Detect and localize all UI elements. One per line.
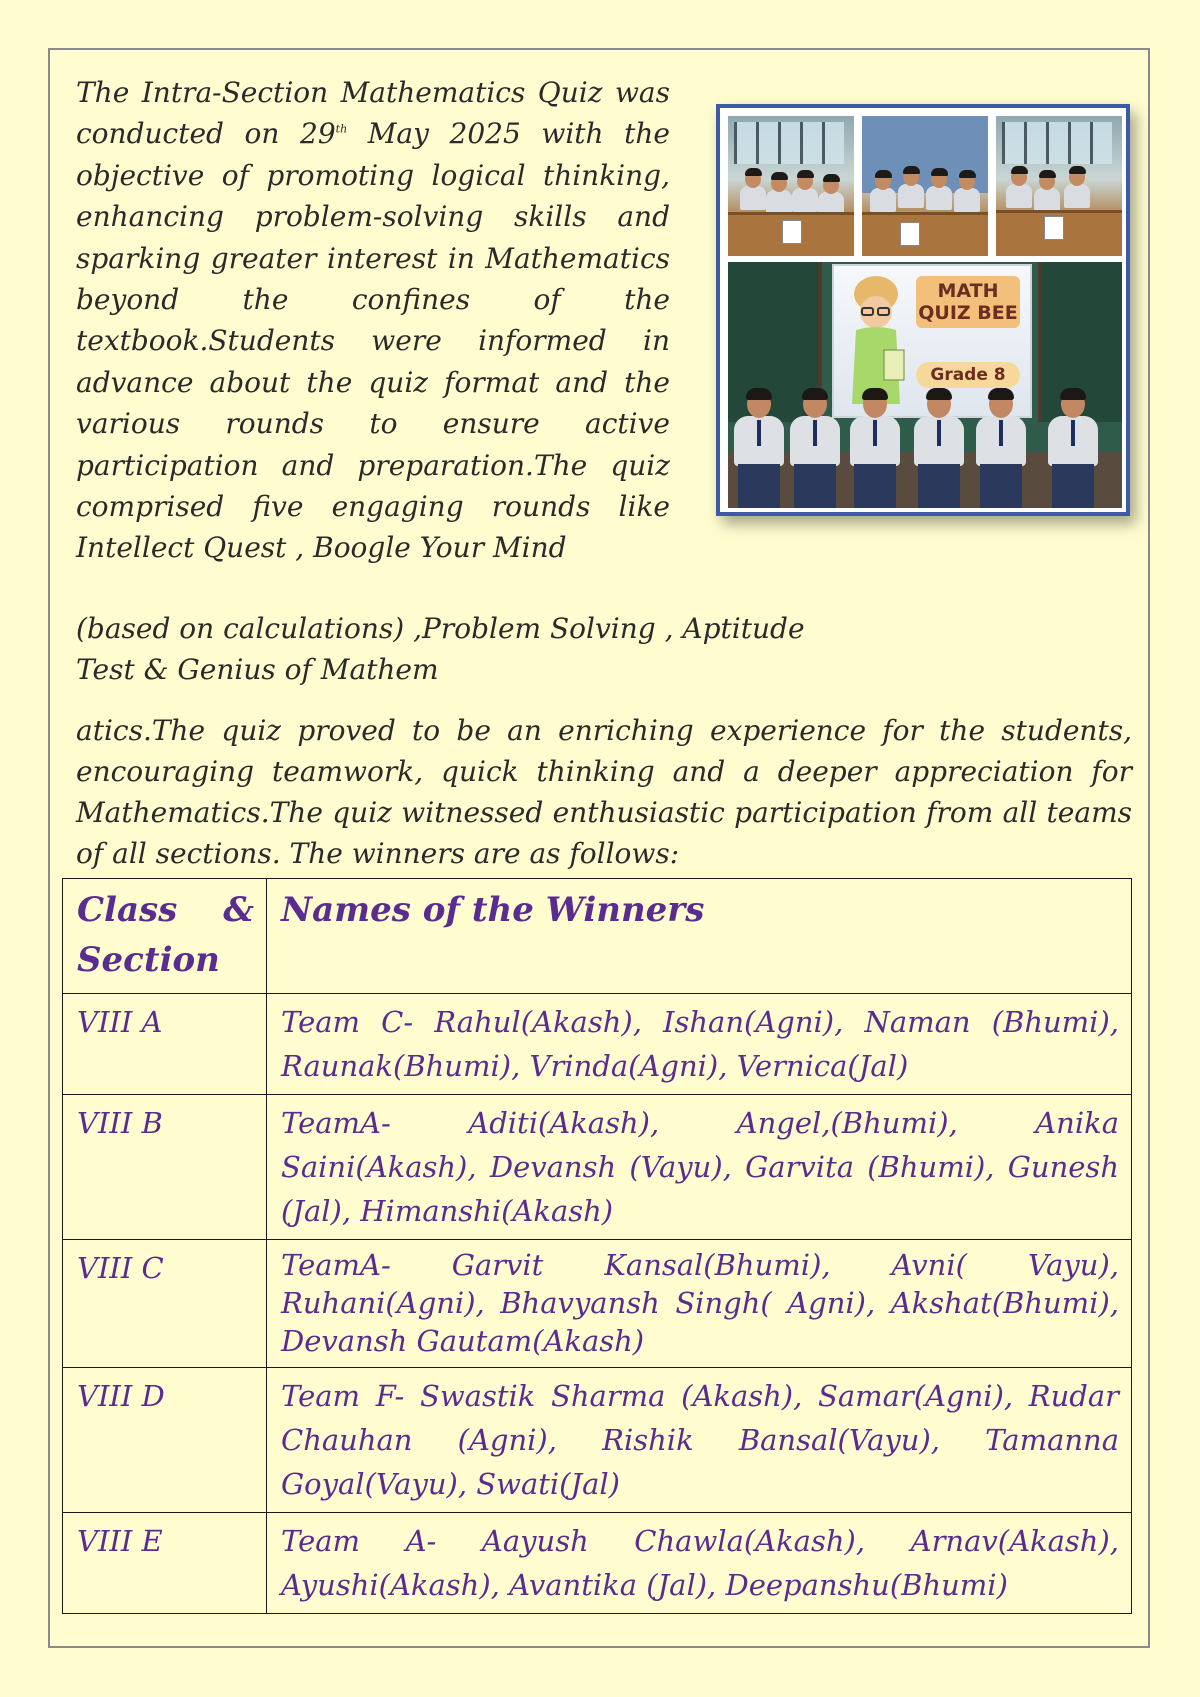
header-class-section: [63, 879, 267, 994]
section-cell: VIII C: [63, 1240, 267, 1368]
section-cell: VIII E: [63, 1513, 267, 1614]
screen-title-line-2: QUIZ BEE: [918, 302, 1018, 324]
table-row: [63, 1513, 1132, 1614]
photo-collage: [716, 104, 1130, 516]
intro-line-a: (based on calculations) ,Problem Solving , Aptitude: [76, 612, 805, 645]
intro-text-2: May 2025 with the objective of promoting logical thinking, enhancing problem-solving skills and sparking greater interest in Mathematics beyond the confines of the textbook.Students were informed in advance about the quiz format and the various rounds to ensure active participation and preparation.The quiz comprised five engaging rounds like Intellect Quest , Boogle Your Mind: [76, 117, 671, 565]
intro-line-b: Test & Genius of Mathem: [76, 653, 439, 687]
header-winner-names: Names of the Winners: [267, 879, 1132, 994]
table-header-row: [63, 879, 1132, 994]
section-cell: VIII B: [63, 1095, 267, 1240]
classroom-photo-2: [862, 116, 988, 256]
winners-cell: Team C- Rahul(Akash), Ishan(Agni), Naman (Bhumi), Raunak(Bhumi), Vrinda(Agni), Vernica(Jal): [267, 994, 1132, 1095]
section-cell: VIII A: [63, 994, 267, 1095]
winners-table: [62, 878, 1132, 1614]
classroom-photo-3: [996, 116, 1122, 256]
section-cell: VIII D: [63, 1368, 267, 1513]
table-row: [63, 1240, 1132, 1368]
classroom-photo-1: [728, 116, 854, 256]
body-paragraph: atics.The quiz proved to be an enriching experience for the students, encouraging teamwork, quick thinking and a deeper appreciation for Mathematics.The quiz witnessed enthusiastic participation from all teams of all sections. The winners are as follows:: [76, 714, 1132, 870]
winners-cell: TeamA- Aditi(Akash), Angel,(Bhumi), Anika Saini(Akash), Devansh (Vayu), Garvita (Bhumi), Gunesh (Jal), Himanshi(Akash): [267, 1095, 1132, 1240]
winners-cell: TeamA- Garvit Kansal(Bhumi), Avni( Vayu), Ruhani(Agni), Bhavyansh Singh( Agni), Akshat(Bhumi), Devansh Gautam(Akash): [267, 1240, 1132, 1368]
winners-cell: Team A- Aayush Chawla(Akash), Arnav(Akash), Ayushi(Akash), Avantika (Jal), Deepanshu(Bhumi): [267, 1513, 1132, 1614]
quiz-bee-group-photo: [728, 262, 1122, 508]
winners-cell: Team F- Swastik Sharma (Akash), Samar(Agni), Rudar Chauhan (Agni), Rishik Bansal(Vayu), Tamanna Goyal(Vayu), Swati(Jal): [267, 1368, 1132, 1513]
table-row: [63, 1368, 1132, 1513]
date-superscript: th: [335, 123, 348, 137]
intro-continuation: [76, 608, 1136, 691]
table-row: [63, 1095, 1132, 1240]
screen-grade-label: Grade 8: [916, 362, 1020, 388]
screen-title-line-1: MATH: [937, 280, 999, 302]
intro-text-1: The Intra-Section Mathematics Quiz was conducted on 29: [76, 76, 670, 151]
table-row: [63, 994, 1132, 1095]
header-class-line-2: Section: [77, 940, 220, 980]
header-class-line-1: Class &: [77, 890, 254, 930]
intro-paragraph: [76, 72, 670, 569]
